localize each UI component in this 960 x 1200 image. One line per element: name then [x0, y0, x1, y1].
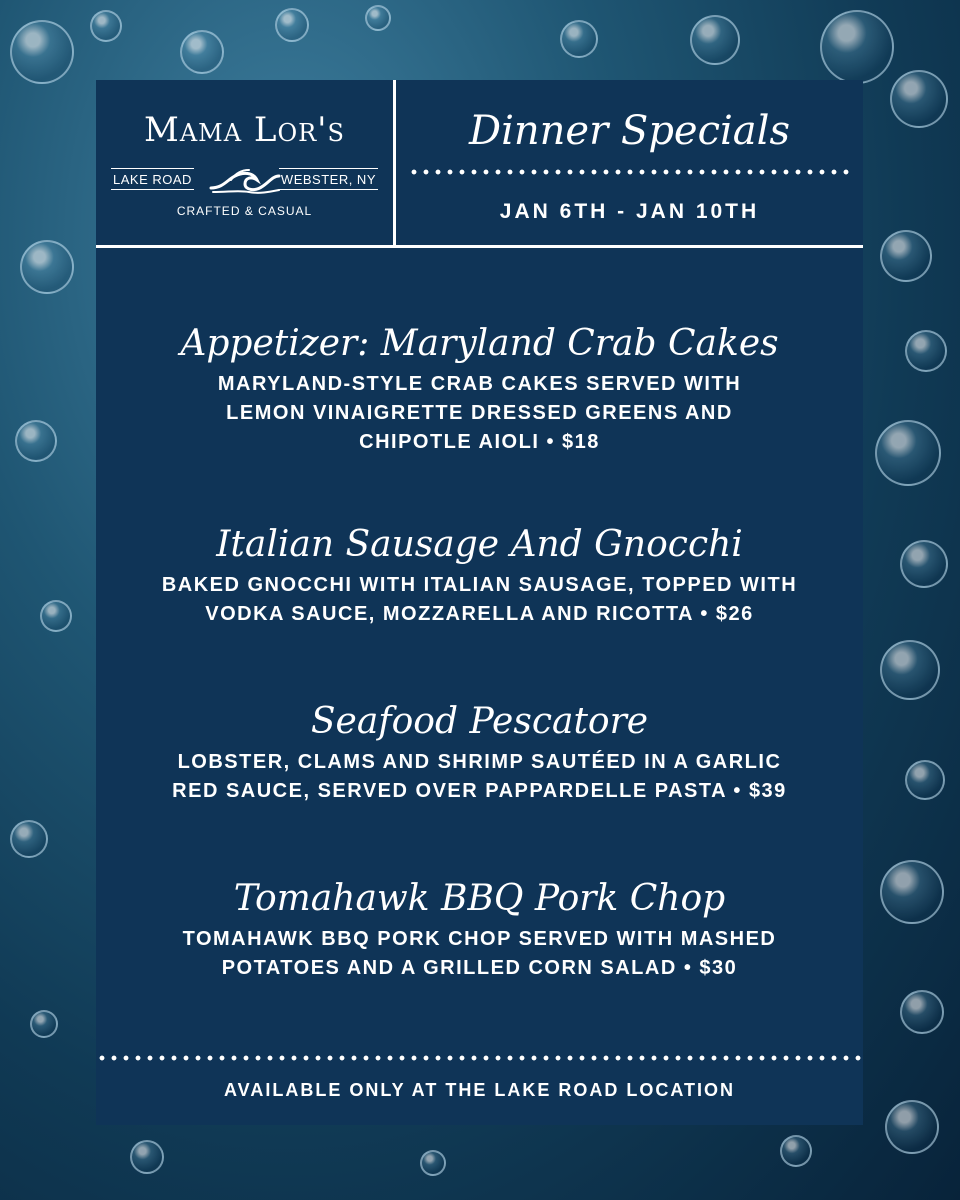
- bubble: [905, 760, 945, 800]
- item-description-line: LEMON VINAIGRETTE DRESSED GREENS AND: [226, 402, 733, 424]
- bubble: [905, 330, 947, 372]
- brand-location-left: LAKE ROAD: [111, 168, 194, 190]
- item-title: Appetizer: Maryland Crab Cakes: [180, 323, 779, 364]
- bubble: [10, 20, 74, 84]
- item-description-line: VODKA SAUCE, MOZZARELLA AND RICOTTA • $26: [205, 603, 754, 625]
- bubble: [880, 230, 932, 282]
- bubble: [15, 420, 57, 462]
- item-description-line: POTATOES AND A GRILLED CORN SALAD • $30: [221, 957, 738, 979]
- item-description: [96, 571, 863, 629]
- header-dotted-divider: [408, 169, 851, 175]
- bubble: [420, 1150, 446, 1176]
- item-description-line: CHIPOTLE AIOLI • $18: [359, 431, 600, 453]
- bubble: [780, 1135, 812, 1167]
- brand-logo: [96, 80, 393, 245]
- bubble: [275, 8, 309, 42]
- bubble: [560, 20, 598, 58]
- menu-item: [96, 523, 863, 629]
- brand-tagline: CRAFTED & CASUAL: [176, 204, 313, 218]
- bubble: [900, 540, 948, 588]
- bubble: [690, 15, 740, 65]
- specials-header: [396, 80, 863, 245]
- item-description-line: TOMAHAWK BBQ PORK CHOP SERVED WITH MASHED: [182, 928, 777, 950]
- bubble: [40, 600, 72, 632]
- bubble: [900, 990, 944, 1034]
- bubble: [365, 5, 391, 31]
- bubble: [890, 70, 948, 128]
- item-description-line: RED SAUCE, SERVED OVER PAPPARDELLE PASTA • $39: [172, 780, 787, 802]
- bubble: [820, 10, 894, 84]
- bubble: [885, 1100, 939, 1154]
- item-description: [96, 370, 863, 457]
- brand-location-row: [111, 168, 378, 194]
- specials-dates: JAN 6TH - JAN 10TH: [499, 200, 760, 223]
- bubble: [90, 10, 122, 42]
- bubble: [20, 240, 74, 294]
- menu-item: [96, 700, 863, 806]
- item-description: [96, 925, 863, 983]
- specials-title: Dinner Specials: [469, 108, 790, 154]
- item-description-line: BAKED GNOCCHI WITH ITALIAN SAUSAGE, TOPPED WITH: [161, 574, 798, 596]
- menu-item: [96, 322, 863, 457]
- bubble: [30, 1010, 58, 1038]
- brand-location-right: WEBSTER, NY: [279, 168, 378, 190]
- bubble: [180, 30, 224, 74]
- item-description-line: LOBSTER, CLAMS AND SHRIMP SAUTÉED IN A GARLIC: [177, 751, 782, 773]
- item-title: Seafood Pescatore: [310, 701, 649, 742]
- item-description: [96, 748, 863, 806]
- item-title: Italian Sausage And Gnocchi: [216, 524, 743, 565]
- bubble: [880, 640, 940, 700]
- footer-note: AVAILABLE ONLY AT THE LAKE ROAD LOCATION: [224, 1080, 735, 1100]
- bubble: [130, 1140, 164, 1174]
- bubble: [880, 860, 944, 924]
- brand-name: Mama Lor's: [144, 110, 345, 150]
- menu-item: [96, 877, 863, 983]
- item-description-line: MARYLAND-STYLE CRAB CAKES SERVED WITH: [217, 373, 742, 395]
- wave-icon: [209, 162, 281, 194]
- item-title: Tomahawk BBQ Pork Chop: [233, 878, 726, 919]
- footer-dotted-divider: [96, 1055, 863, 1061]
- bubble: [10, 820, 48, 858]
- bubble: [875, 420, 941, 486]
- header-divider-horizontal: [96, 245, 863, 248]
